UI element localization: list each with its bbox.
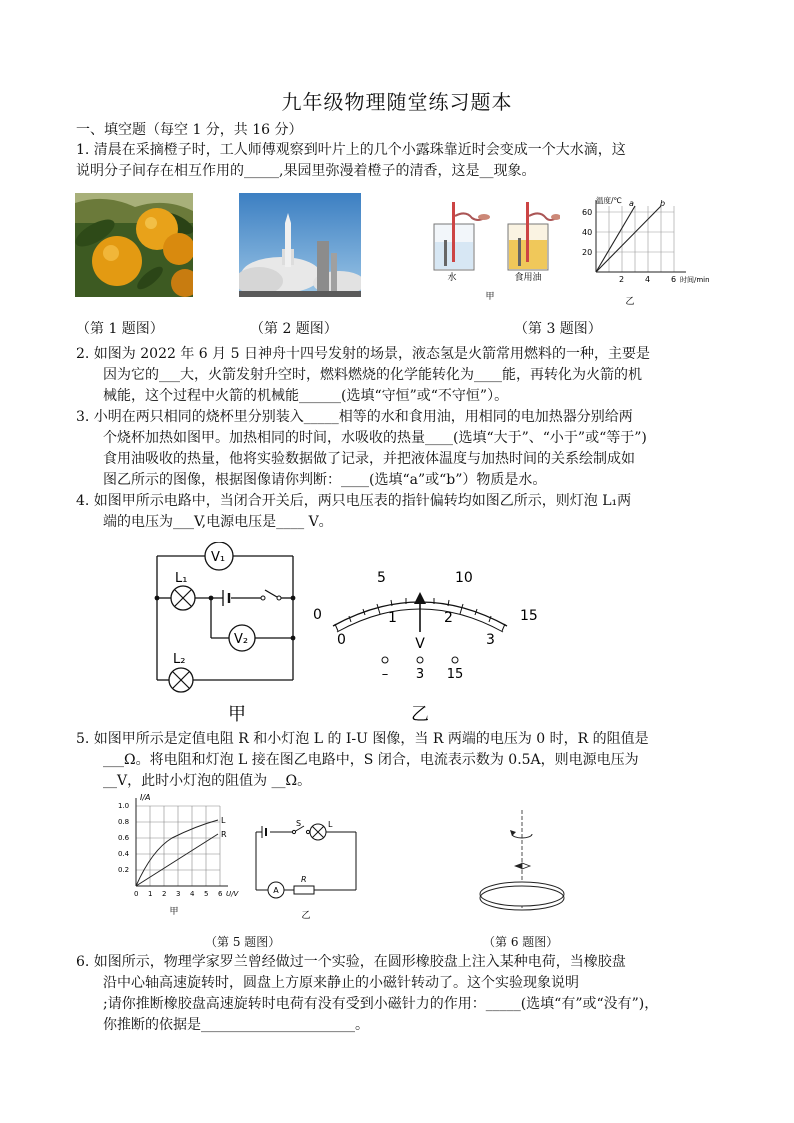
water-label: 水	[447, 273, 457, 283]
caption-fig5: （第 5 题图）	[205, 935, 281, 949]
fig3-yi-label: 乙	[625, 297, 635, 307]
rocket-launch-photo	[239, 193, 361, 297]
q3-line-4: 图乙所示的图像，根据图像请你判断：____(选填“a”或“b”）物质是水。	[103, 472, 547, 488]
q5-line-2: ___Ω。将电阻和灯泡 L 接在图乙电路中，S 闭合，电流表示数为 0.5A，则电源电压为	[103, 752, 639, 768]
y-tick: 60	[582, 208, 593, 217]
y-tick: 0.8	[118, 818, 130, 826]
q2-line-3: 械能，这个过程中火箭的机械能______(选填“守恒”或“不守恒”）。	[103, 388, 509, 404]
outer-tick: 0	[313, 607, 322, 623]
lamp-label: L	[328, 820, 333, 829]
y-tick: 40	[582, 228, 593, 237]
temperature-time-chart	[574, 196, 720, 308]
x-tick: 2	[619, 275, 625, 284]
voltmeter-dial	[305, 564, 545, 724]
inner-tick: 3	[486, 632, 495, 648]
v2-label: V₂	[234, 632, 249, 647]
q2-line-1: 2. 如图为 2022 年 6 月 5 日神舟十四号发射的场景，液态氢是火箭常用燃料的一种，主要是	[76, 346, 650, 362]
y-tick: 1.0	[118, 802, 130, 810]
q1-line-2: 说明分子间存在相互作用的_____,果园里弥漫着橙子的清香，这是__现象。	[76, 163, 536, 179]
x-tick: 5	[204, 890, 209, 898]
q6-line-4: 你推断的依据是______________________。	[103, 1017, 369, 1033]
curve-l-label: L	[221, 816, 226, 825]
x-tick: 6	[218, 890, 223, 898]
unit-v: V	[415, 636, 425, 652]
ammeter-label: A	[273, 886, 279, 895]
q5-line-1: 5. 如图甲所示是定值电阻 R 和小灯泡 L 的 I-U 图像，当 R 两端的电压为 0 时，R 的阻值是	[76, 731, 649, 747]
caption-fig3: （第 3 题图）	[514, 321, 602, 337]
fig3-jia-label: 甲	[485, 292, 495, 300]
fig5-yi-label: 乙	[301, 911, 311, 921]
y-tick: 20	[582, 248, 593, 257]
y-tick: 0.6	[118, 834, 130, 842]
q3-line-1: 3. 小明在两只相同的烧杯里分别装入_____相等的水和食用油，用相同的电加热器分别给两	[76, 409, 633, 425]
beakers-diagram	[432, 196, 560, 300]
v1-label: V₁	[211, 550, 226, 565]
inner-tick: 1	[388, 610, 397, 626]
inner-tick: 2	[444, 610, 453, 626]
line-b-label: b	[660, 199, 666, 208]
switch-label: S	[296, 819, 302, 828]
y-tick: 0.2	[118, 866, 130, 874]
terminal-label: –	[381, 667, 389, 682]
q1-line-1: 1. 清晨在采摘橙子时，工人师傅观察到叶片上的几个小露珠靠近时会变成一个大水滴，这	[76, 142, 626, 158]
x-tick: 0	[134, 890, 139, 898]
q6-line-2: 沿中心轴高速旋转时，圆盘上方原来静止的小磁针转动了。这个实验现象说明	[103, 975, 579, 991]
q4-line-1: 4. 如图甲所示电路中，当闭合开关后，两只电压表的指针偏转均如图乙所示，则灯泡 L₁两	[76, 493, 632, 509]
oranges-photo	[75, 193, 193, 297]
y-axis-label: 温度/℃	[596, 196, 622, 205]
resistor-label: R	[301, 875, 307, 884]
fig4-yi-label: 乙	[411, 704, 429, 724]
fig4-jia-label: 甲	[228, 704, 246, 724]
terminal-label: 15	[446, 667, 464, 682]
x-tick: 3	[176, 890, 181, 898]
circuit-diagram-q4	[145, 542, 305, 724]
q2-line-2: 因为它的___大，火箭发射升空时，燃料燃烧的化学能转化为____能，再转化为火箭的机	[103, 367, 642, 383]
y-tick: 0.4	[118, 850, 130, 858]
inner-tick: 0	[337, 632, 346, 648]
line-b	[596, 206, 661, 272]
x-tick: 4	[645, 275, 651, 284]
outer-tick: 10	[455, 570, 473, 586]
iu-chart	[112, 790, 248, 920]
q6-line-3: ;请你推断橡胶盘高速旋转时电荷有没有受到小磁针力的作用：_____(选填“有”或“没有”)，	[103, 996, 659, 1012]
x-tick: 4	[190, 890, 195, 898]
q5-line-3: __V，此时小灯泡的阻值为 __Ω。	[103, 773, 312, 789]
rotating-disc-diagram	[474, 808, 574, 920]
q3-line-2: 个烧杯加热如图甲。加热相同的时间，水吸收的热量____(选填“大于”、“小于”或“等于”)	[103, 430, 647, 446]
x-axis-label: U/V	[226, 890, 239, 898]
q3-line-3: 食用油吸收的热量，他将实验数据做了记录，并把液体温度与加热时间的关系绘制成如	[103, 451, 635, 467]
caption-fig1: （第 1 题图）	[76, 321, 164, 337]
line-a-label: a	[629, 199, 634, 208]
y-axis-label: I/A	[140, 793, 151, 802]
resistor	[294, 886, 314, 894]
x-tick: 1	[148, 890, 153, 898]
caption-fig6: （第 6 题图）	[483, 935, 559, 949]
circuit-diagram-q5	[250, 818, 362, 922]
section-heading: 一、填空题（每空 1 分，共 16 分）	[76, 122, 303, 138]
l1-label: L₁	[175, 571, 188, 586]
oil-label: 食用油	[514, 273, 542, 283]
q6-line-1: 6. 如图所示，物理学家罗兰曾经做过一个实验，在圆形橡胶盘上注入某种电荷，当橡胶盘	[76, 954, 626, 970]
x-tick: 6	[671, 275, 677, 284]
x-tick: 2	[162, 890, 167, 898]
terminal-label: 3	[415, 667, 425, 682]
q4-line-2: 端的电压为___V,电源电压是____ V。	[103, 514, 333, 530]
x-axis-label: 时间/min	[680, 276, 710, 284]
outer-tick: 15	[520, 608, 538, 624]
page-title: 九年级物理随堂练习题本	[281, 90, 513, 114]
caption-fig2: （第 2 题图）	[250, 321, 338, 337]
outer-tick: 5	[377, 570, 386, 586]
l2-label: L₂	[173, 652, 186, 667]
fig5-jia-label: 甲	[169, 907, 179, 917]
line-r-label: R	[221, 830, 227, 839]
